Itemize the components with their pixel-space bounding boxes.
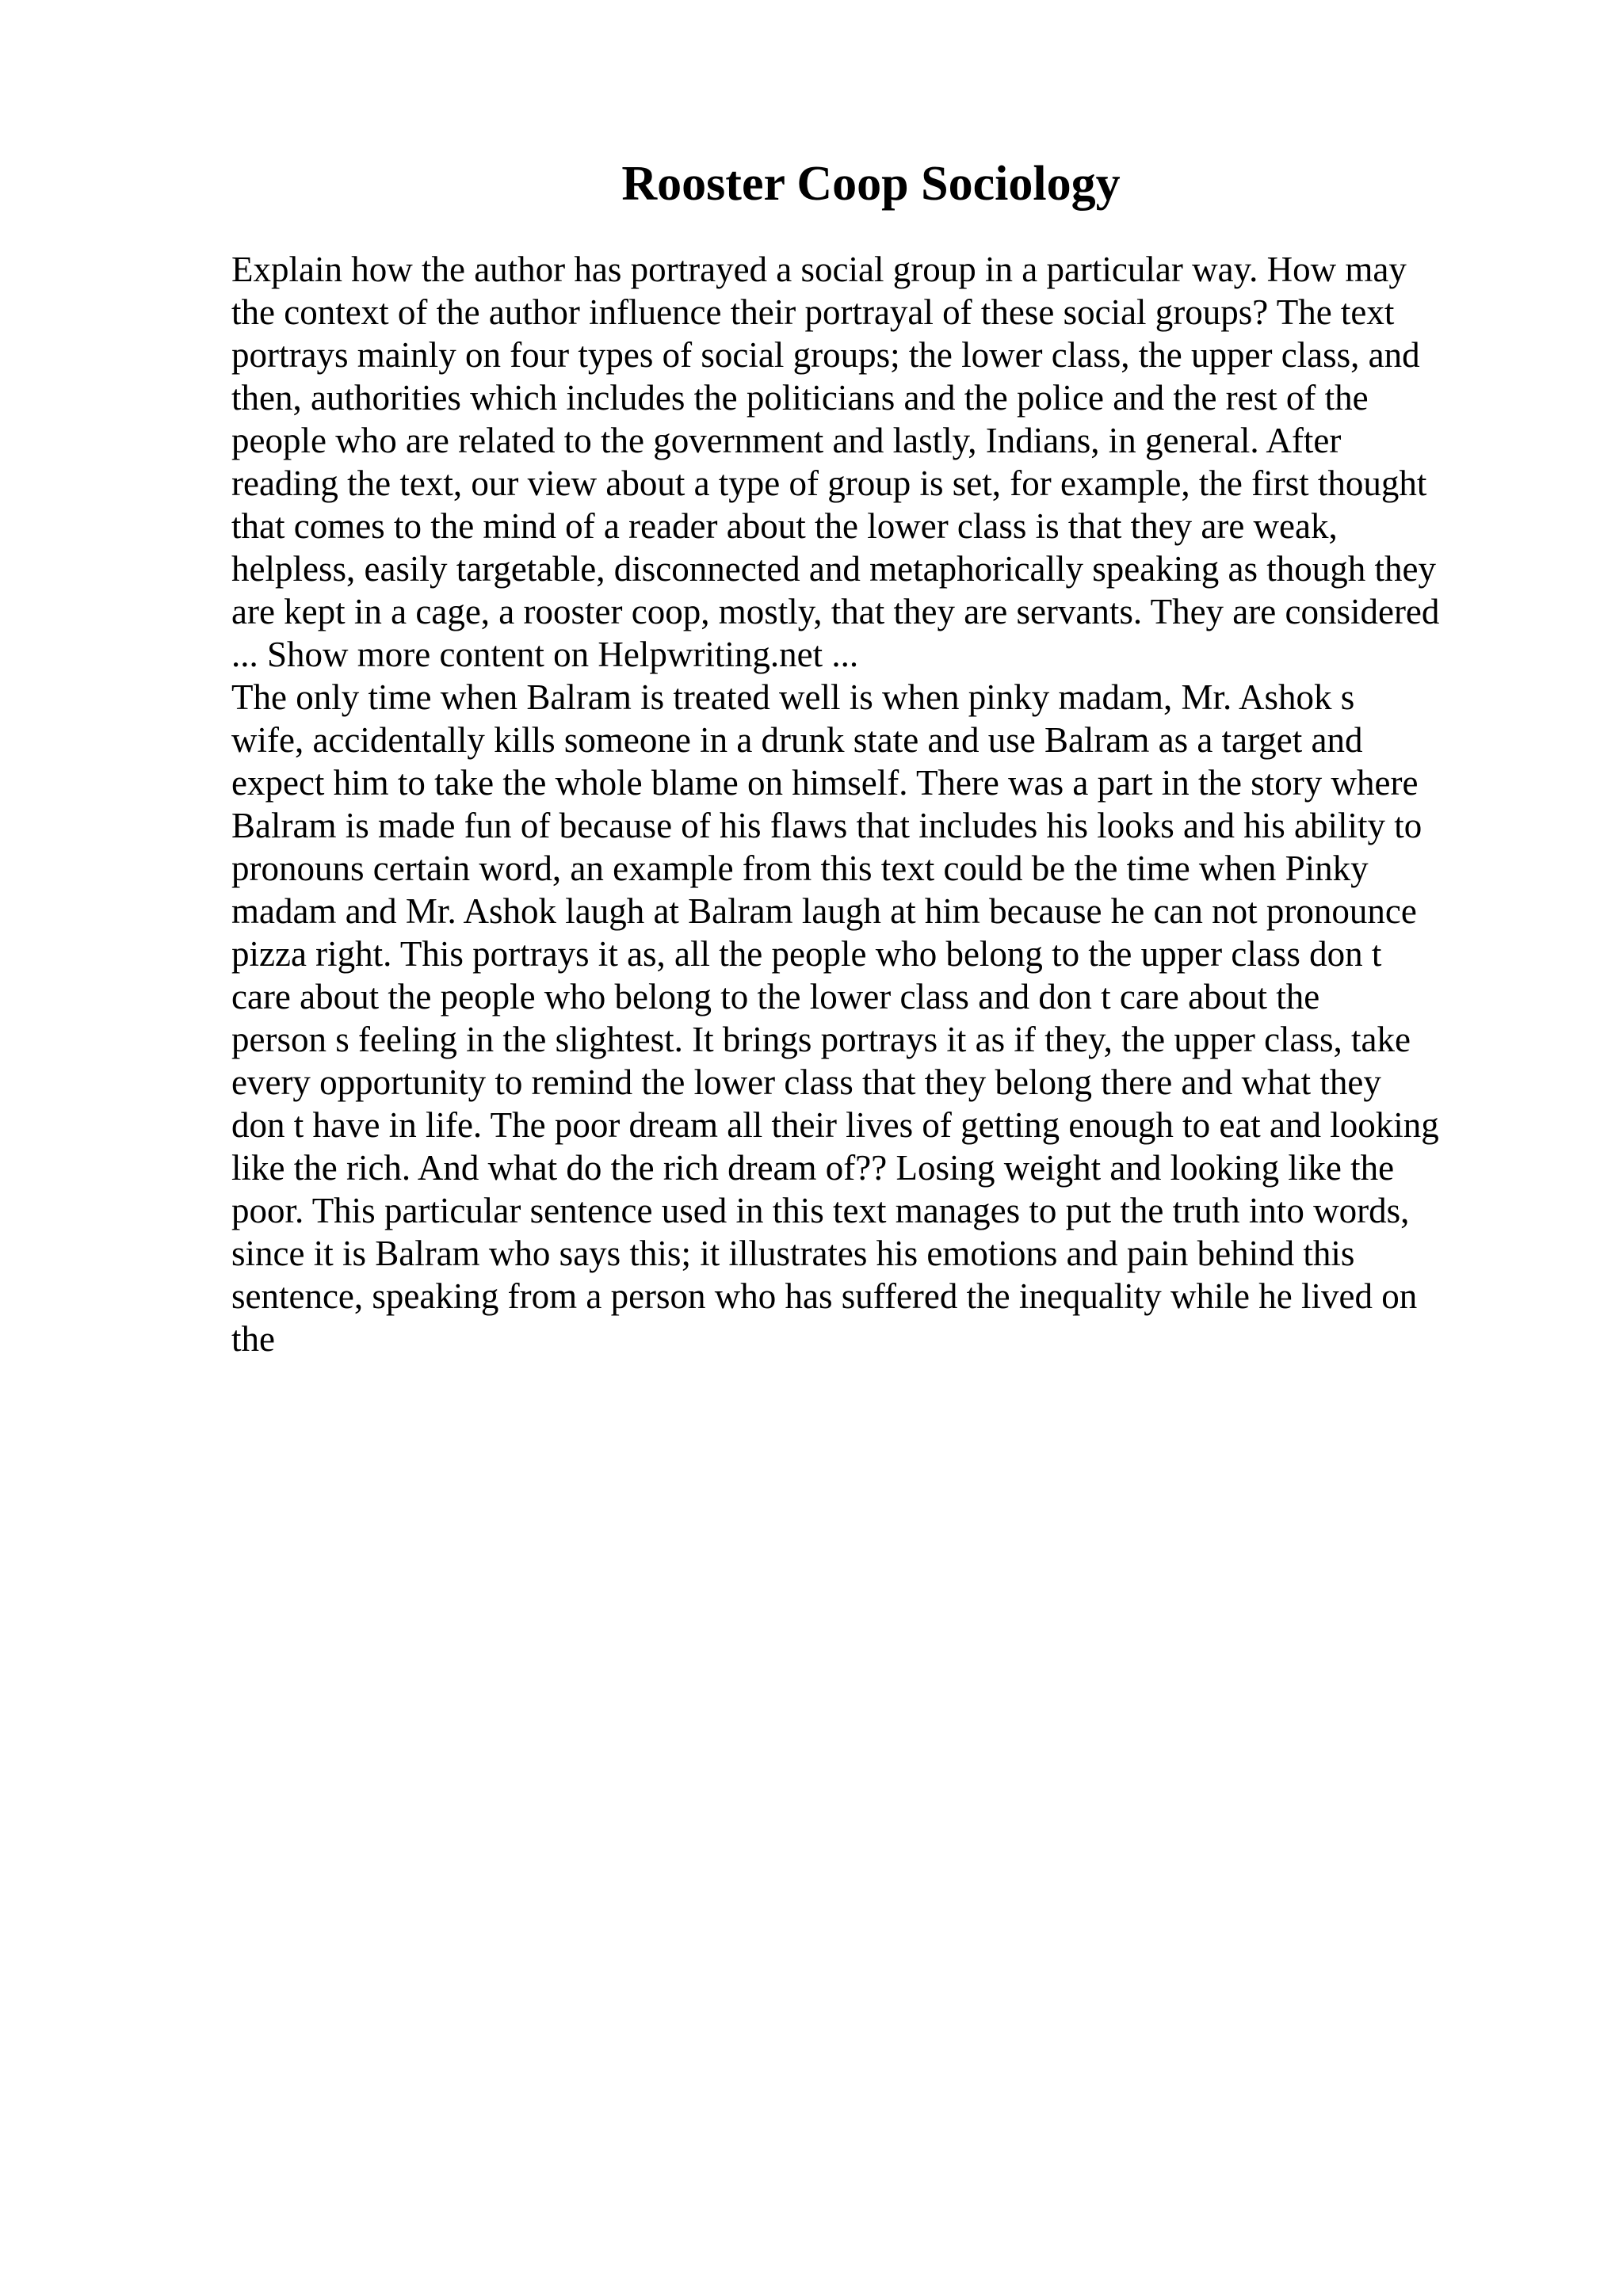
text-line: like the rich. And what do the rich dream of?? Losing weight and looking like the [231, 1148, 1395, 1188]
text-line: person s feeling in the slightest. It brings portrays it as if they, the upper class, take [231, 1020, 1411, 1059]
text-line: madam and Mr. Ashok laugh at Balram laugh at him because he can not pronounce [231, 891, 1417, 931]
text-line: the [231, 1319, 275, 1359]
text-line: are kept in a cage, a rooster coop, mostly, that they are servants. They are considered [231, 592, 1440, 631]
text-line: expect him to take the whole blame on himself. There was a part in the story where [231, 763, 1419, 803]
text-line: people who are related to the government and lastly, Indians, in general. After [231, 421, 1342, 460]
text-line: the context of the author influence their portrayal of these social groups? The text [231, 292, 1395, 332]
text-line: helpless, easily targetable, disconnected and metaphorically speaking as though they [231, 549, 1436, 589]
text-line: pizza right. This portrays it as, all the people who belong to the upper class don t [231, 934, 1382, 974]
text-line: poor. This particular sentence used in this text manages to put the truth into words, [231, 1191, 1410, 1230]
text-line: then, authorities which includes the politicians and the police and the rest of the [231, 378, 1369, 418]
text-line: pronouns certain word, an example from this text could be the time when Pinky [231, 849, 1369, 888]
text-line: wife, accidentally kills someone in a drunk state and use Balram as a target and [231, 720, 1363, 760]
text-line: every opportunity to remind the lower class that they belong there and what they [231, 1062, 1381, 1102]
document-body [231, 248, 1507, 1360]
text-line: care about the people who belong to the lower class and don t care about the [231, 977, 1320, 1016]
text-line: ... Show more content on Helpwriting.net ... [231, 635, 859, 674]
text-line: since it is Balram who says this; it illustrates his emotions and pain behind this [231, 1234, 1355, 1273]
text-line: Balram is made fun of because of his flaws that includes his looks and his ability to [231, 806, 1423, 845]
text-line: Explain how the author has portrayed a social group in a particular way. How may [231, 250, 1407, 289]
text-line: portrays mainly on four types of social groups; the lower class, the upper class, and [231, 335, 1420, 375]
text-line: sentence, speaking from a person who has suffered the inequality while he lived on [231, 1276, 1418, 1316]
text-line: don t have in life. The poor dream all their lives of getting enough to eat and looking [231, 1105, 1439, 1145]
text-line: that comes to the mind of a reader about the lower class is that they are weak, [231, 506, 1338, 546]
document-title: Rooster Coop Sociology [621, 157, 1121, 211]
text-line: The only time when Balram is treated well is when pinky madam, Mr. Ashok s [231, 677, 1355, 717]
text-line: reading the text, our view about a type of group is set, for example, the first thought [231, 463, 1427, 503]
